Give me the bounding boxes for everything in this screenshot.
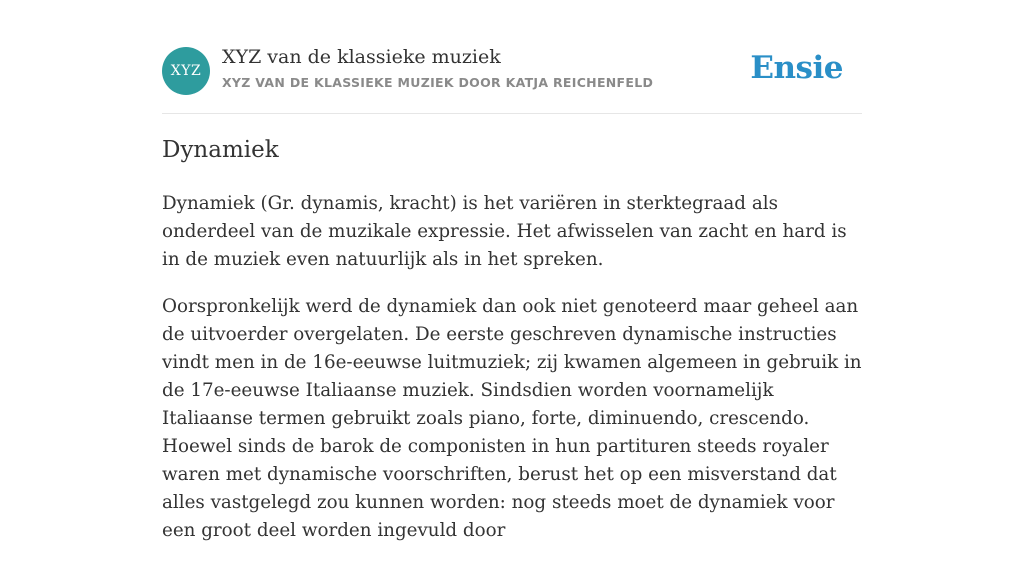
content-container [162, 0, 862, 541]
article-body [162, 190, 862, 564]
article-paragraph: Oorspronkelijk werd de dynamiek dan ook niet genoteerd maar geheel aan de uitvoerder overgelaten. De eerste geschreven dynamische instructies vindt men in de 16e-eeuwse luitmuziek; zij kwamen algemeen in gebruik in de 17e-eeuwse Italiaanse muziek. Sindsdien worden voornamelijk Italiaanse termen gebruikt zoals piano, forte, diminuendo, crescendo. Hoewel sinds de barok de componisten in hun partituren steeds royaler waren met dynamische voorschriften, berust het op een misverstand dat alles vastgelegd zou kunnen worden: nog steeds moet de dynamiek voor een groot deel worden ingevuld door [162, 296, 862, 541]
header [162, 0, 862, 114]
source-title-link[interactable]: XYZ van de klassieke muziek [222, 46, 501, 68]
article-paragraph: Dynamiek (Gr. dynamis, kracht) is het variëren in sterktegraad als onderdeel van de muzikale expressie. Het afwisselen van zacht en hard is in de muziek even natuurlijk als in het spreken. [162, 193, 847, 270]
brand-logo[interactable]: Ensie [750, 50, 843, 86]
article-title: Dynamiek [162, 137, 279, 163]
source-subtitle: XYZ VAN DE KLASSIEKE MUZIEK DOOR KATJA REICHENFELD [222, 75, 654, 90]
source-avatar[interactable]: XYZ [162, 47, 210, 95]
